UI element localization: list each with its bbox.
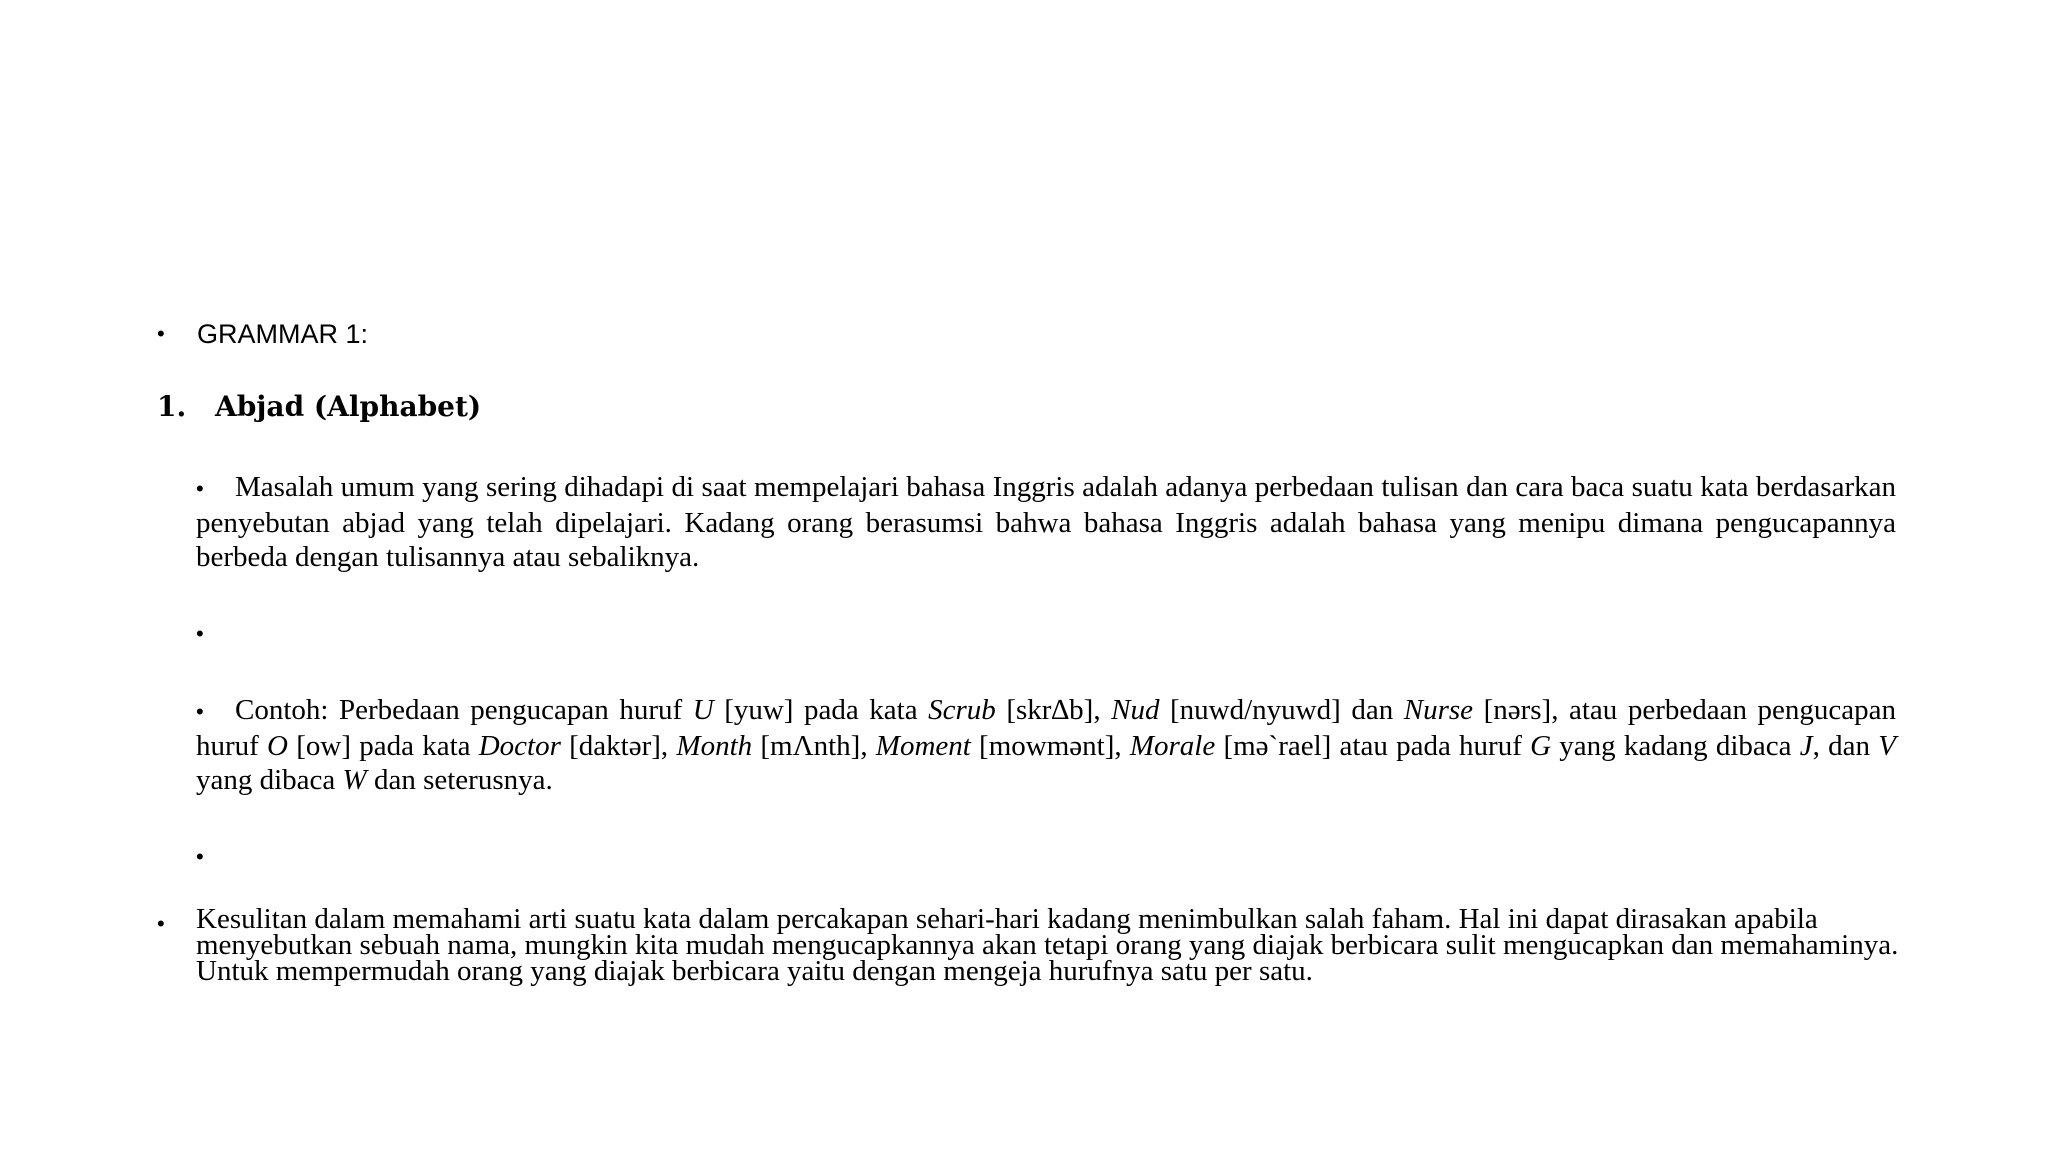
text-run: [yuw] pada kata: [713, 694, 929, 726]
italic-term: Nud: [1111, 694, 1160, 726]
heading-number: 1.: [157, 390, 187, 423]
text-run: [mə`rael] atau pada huruf: [1215, 730, 1531, 762]
italic-term: Morale: [1129, 730, 1216, 762]
italic-term: Moment: [875, 730, 971, 762]
paragraph-3: Kesulitan dalam memahami arti suatu kata dalam percakapan sehari-hari kadang menimbulkan salah faham. Hal ini dapat dirasakan apabila menyebutkan sebuah nama, mungkin kita mudah mengucapkannya akan tetapi orang yang diajak berbicara sulit mengucapkan dan memahaminya. Untuk mempermudah orang yang diajak berbicara yaitu dengan mengeja hurufnya satu per satu.: [196, 903, 1899, 987]
italic-term: O: [267, 730, 288, 762]
paragraph-1: [196, 470, 1896, 574]
italic-term: Month: [676, 730, 753, 762]
text-run: , dan: [1812, 730, 1879, 762]
text-run: [daktər],: [560, 730, 677, 762]
text-run: [nərs], atau perbedaan pengucapan huruf: [196, 694, 1897, 762]
bullet-icon: •: [196, 476, 204, 501]
italic-term: U: [692, 694, 714, 726]
text-run: [nuwd/nyuwd] dan: [1159, 694, 1404, 726]
numbered-heading: [157, 390, 481, 423]
italic-term: Scrub: [928, 694, 996, 726]
text-run: yang dibaca: [196, 764, 343, 796]
text-run: [skr∆b],: [995, 694, 1112, 726]
italic-term: W: [342, 764, 367, 796]
text-run: yang kadang dibaca: [1551, 730, 1800, 762]
bullet-icon: •: [157, 911, 165, 936]
text-run: [ow] pada kata: [288, 730, 479, 762]
bullet-icon: •: [157, 321, 165, 346]
italic-term: G: [1530, 730, 1552, 762]
bullet-icon: •: [196, 699, 204, 724]
empty-bullet-icon: •: [196, 844, 204, 869]
text-run: Contoh: Perbedaan pengucapan huruf: [235, 694, 693, 726]
text-run: [mowmənt],: [970, 730, 1130, 762]
heading-title: Abjad (Alphabet): [215, 390, 482, 423]
italic-term: Doctor: [478, 730, 561, 762]
italic-term: Nurse: [1403, 694, 1474, 726]
paragraph-2: [196, 693, 1896, 797]
section-label-line: [157, 314, 368, 354]
empty-bullet-icon: •: [196, 621, 204, 646]
section-label: GRAMMAR 1:: [197, 318, 369, 349]
italic-term: J: [1799, 730, 1813, 762]
paragraph-1-text: Masalah umum yang sering dihadapi di saat mempelajari bahasa Inggris adalah adanya perbedaan tulisan dan cara baca suatu kata berdasarkan penyebutan abjad yang telah dipelajari. Kadang orang berasumsi bahwa bahasa Inggris adalah bahasa yang menipu dimana pengucapannya berbeda dengan tulisannya atau sebaliknya.: [196, 471, 1896, 573]
italic-term: V: [1878, 730, 1896, 762]
text-run: dan seterusnya.: [366, 764, 553, 796]
text-run: [mɅnth],: [752, 730, 876, 762]
